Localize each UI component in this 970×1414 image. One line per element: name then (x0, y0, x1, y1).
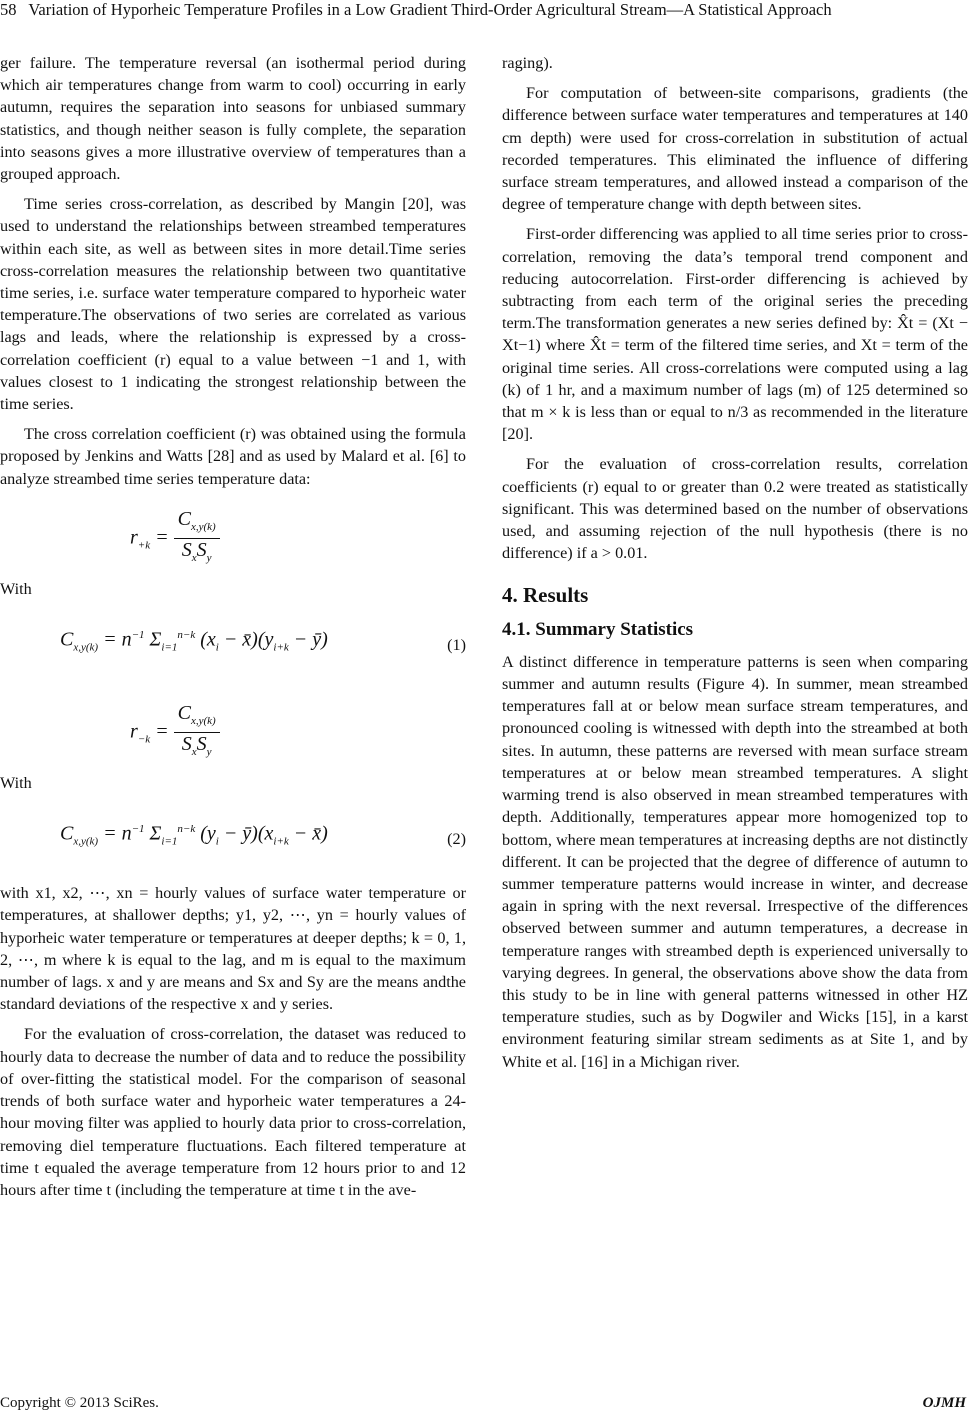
running-title: Variation of Hyporheic Temperature Profiles in a Low Gradient Third-Order Agricultural Stream—A Statistical Approach (28, 0, 832, 19)
equation-2: $C_{x,y(k)} = n^{-1}$ $\Sigma_{i=1}^{n-k}$ ($y_i$ − $ȳ)(x_{i+k}$ − x̄) (2) (0, 804, 466, 878)
paragraph: First-order differencing was applied to all time series prior to cross-correlation, removing the data’s temporal trend component and reducing autocorrelation. First-order differencing is achieved by subtracting from each term of the original series the preceding term.The transformation generates a new series defined by: X̂t = (Xt − Xt−1) where X̂t = term of the filtered time series, and Xt = term of the original time series. All cross-correlations were computed using a lag (k) of 1 hr, and a maximum number of lags (m) of 125 determined so that m × k is less than or equal to n/3 as recommended in the literature [20]. (502, 225, 968, 444)
subsection-heading: 4.1. Summary Statistics (502, 618, 694, 640)
paragraph: For the evaluation of cross-correlation results, correlation coefficients (r) equal to or greater than 0.2 were treated as statistically significant. This was determined based on the number of observations used, and assuming rejection of the null hypothesis (there is no difference) if a > 0.01. (502, 455, 968, 563)
page-number: 58 (0, 0, 17, 19)
equation-number: (1) (447, 636, 466, 655)
with-label: With (0, 774, 32, 793)
copyright: Copyright © 2013 SciRes. (0, 1395, 159, 1411)
paragraph: with x1, x2, ⋯, xn = hourly values of surface water temperature or temperatures, at shallower depths; y1, y2, ⋯, yn = hourly values of hyporheic water temperature or temperatures at deeper depths; k = 0, 1, 2, ⋯, m where k is equal to the lag, and m is equal to the maximum number of lags. x and y are means and Sx and Sy are the means andthe standard deviations of the respective x and y series. (0, 884, 466, 1014)
journal-abbrev: OJMH (922, 1395, 966, 1411)
running-header (0, 0, 970, 30)
equation-r-plus-k: $r_{+k}$ = $\frac{C_{x,y(k)}}{S_xS_y}$ (0, 500, 466, 574)
paragraph: For the evaluation of cross-correlation, the dataset was reduced to hourly data to decrease the number of data and to reduce the possibility of over-fitting the statistical model. For the comparison of seasonal trends of both surface water and hyporheic water temperatures a 24-hour moving filter was applied to hourly data prior to cross-correlation, removing diel temperature fluctuations. Each filtered temperature at time t equaled the average temperature from 12 hours prior to and 12 hours after time t (including the temperature at time t in the ave- (0, 1025, 466, 1199)
with-label: With (0, 579, 32, 598)
paragraph: For computation of between-site comparisons, gradients (the difference between surface water temperatures and temperatures at 140 cm depth) were used for cross-correlation in substitution of actual recorded temperatures. This eliminated the influence of differing surface stream temperatures, and allowed instead a comparison of the degree of temperature change with depth between sites. (502, 84, 968, 214)
paragraph: ger failure. The temperature reversal (an isothermal period during which air temperatures change from warm to cool) occurring in early autumn, requires the separation into seasons for unbiased summary statistics, and though neither season is fully complete, the separation into seasons gives a more illustrative overview of temperatures than a grouped approach. (0, 54, 466, 184)
section-heading: 4. Results (502, 583, 589, 608)
equation-r-minus-k: $r_{-k}$ = $\frac{C_{x,y(k)}}{S_xS_y}$ (0, 694, 466, 768)
left-column (0, 52, 466, 1201)
paragraph: A distinct difference in temperature patterns is seen when comparing summer and autumn results (Figure 4). In summer, mean streambed temperatures fall at or below mean surface stream temperatures, and pronounced cooling is witnessed with depth into the streambed at both sites. In autumn, these patterns are reversed with mean surface stream temperatures at or below mean streambed temperatures. A slight warming trend is also observed in mean streambed temperatures with depth. Additionally, temperatures appear more homogenized top to bottom, where mean temperatures at increasing depths are not distinctly different. It can be projected that the degree of difference of autumn to summer temperature patterns would increase in winter, and decrease again in spring with the next reversal. Irrespective of the differences observed between summer and autumn temperatures, a decrease in temperature ranges with streambed depth is experienced universally to varying degrees. In general, the observations above show the data from this study to be in line with general patterns witnessed in other HZ temperature studies, such as by Dogwiler and Wicks [15], in a karst environment featuring similar stream sediments as at Site 1, and by White et al. [16] in a Michigan river. (502, 652, 968, 1071)
equation-1: $C_{x,y(k)} = n^{-1}$ $\Sigma_{i=1}^{n-k}$ ($x_i$ − $x̄)(y_{i+k}$ − ȳ) (1) (0, 610, 466, 684)
right-column (502, 52, 968, 1073)
paragraph: raging). (502, 54, 553, 72)
equation-number: (2) (447, 830, 466, 849)
paragraph: Time series cross-correlation, as described by Mangin [20], was used to understand the relationships between streambed temperatures within each site, as well as between sites in more detail.Time series cross-correlation measures the relationship between two quantitative time series, i.e. surface water temperature compared to hyporheic water temperature.The observations of two series are correlated as various lags and leads, where the relationship is expressed by a cross-correlation coefficient (r) equal to a value between −1 and 1, with values closest to 1 indicating the strongest relationship between the time series. (0, 195, 466, 414)
paragraph: The cross correlation coefficient (r) was obtained using the formula proposed by Jenkins and Watts [28] and as used by Malard et al. [6] to analyze streambed time series temperature data: (0, 425, 466, 488)
